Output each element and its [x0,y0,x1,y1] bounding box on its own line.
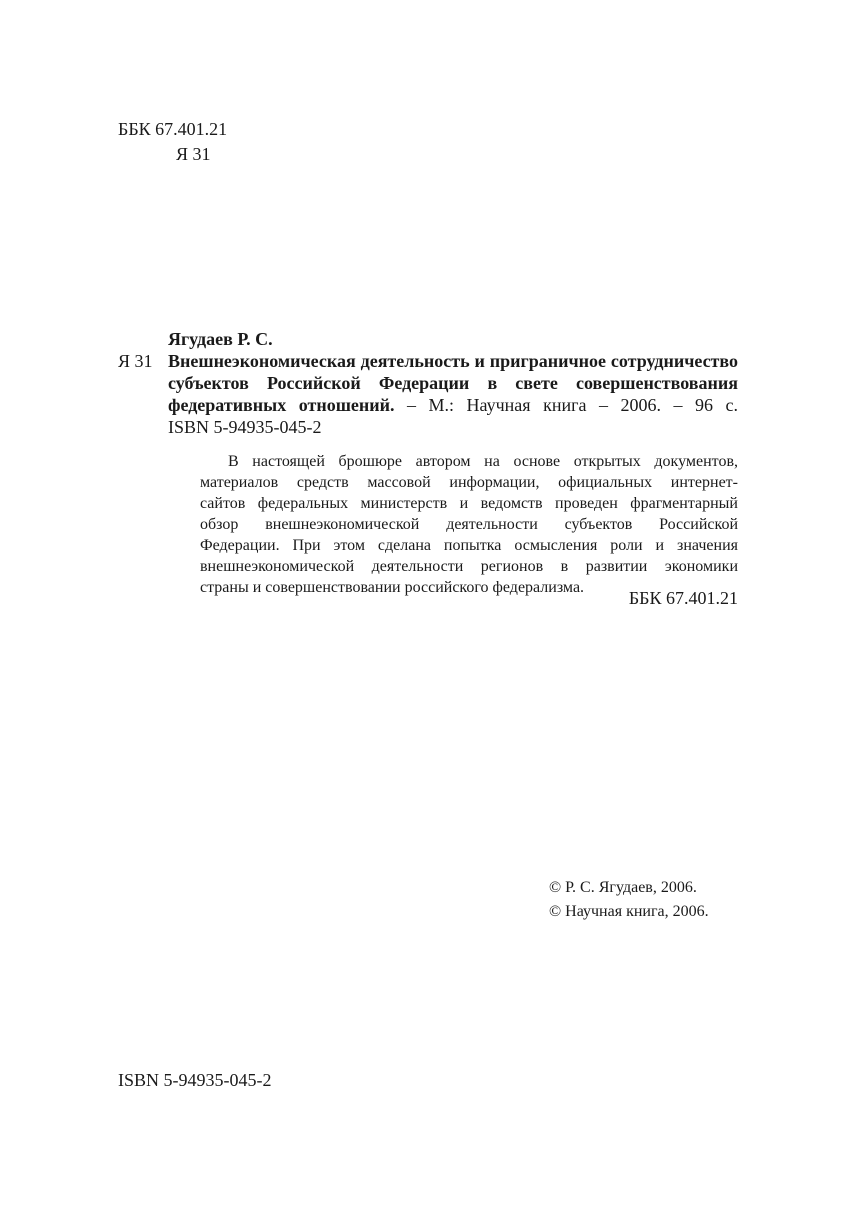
abstract-line: внешнеэкономической деятельности регионов в развитии экономики [200,558,738,575]
abstract-line: сайтов федеральных министерств и ведомств проведен фрагментарный [200,495,738,512]
author-mark-top: Я 31 [176,144,211,164]
isbn-footer: ISBN 5-94935-045-2 [118,1070,272,1090]
bbk-code-right: ББК 67.401.21 [628,588,738,608]
title-line: Внешнеэкономическая деятельность и приграничное сотрудничество [168,351,738,371]
isbn-entry: ISBN 5-94935-045-2 [168,417,322,437]
bibliographic-description [168,350,738,438]
copyright-publisher: © Научная книга, 2006. [549,903,709,920]
title-end: федеративных отношений. [168,395,395,415]
bbk-code-top: ББК 67.401.21 [118,119,228,139]
abstract [200,451,738,598]
imprint: – М.: Научная книга – 2006. – 96 с. [394,395,739,415]
abstract-line: В настоящей брошюре автором на основе открытых документов, [228,453,738,470]
copyright-author: © Р. С. Ягудаев, 2006. [549,879,697,896]
title-line: субъектов Российской Федерации в свете совершенствования [168,373,738,393]
abstract-line: страны и совершенствовании российского федерализма. [200,579,585,596]
author-mark-left: Я 31 [118,351,153,371]
author-name: Ягудаев Р. С. [168,329,273,349]
abstract-line: материалов средств массовой информации, официальных интернет- [200,474,738,491]
title-imprint-line [168,394,738,416]
abstract-line: обзор внешнеэкономической деятельности субъектов Российской [200,516,738,533]
abstract-line: Федерации. При этом сделана попытка осмысления роли и значения [200,537,738,554]
